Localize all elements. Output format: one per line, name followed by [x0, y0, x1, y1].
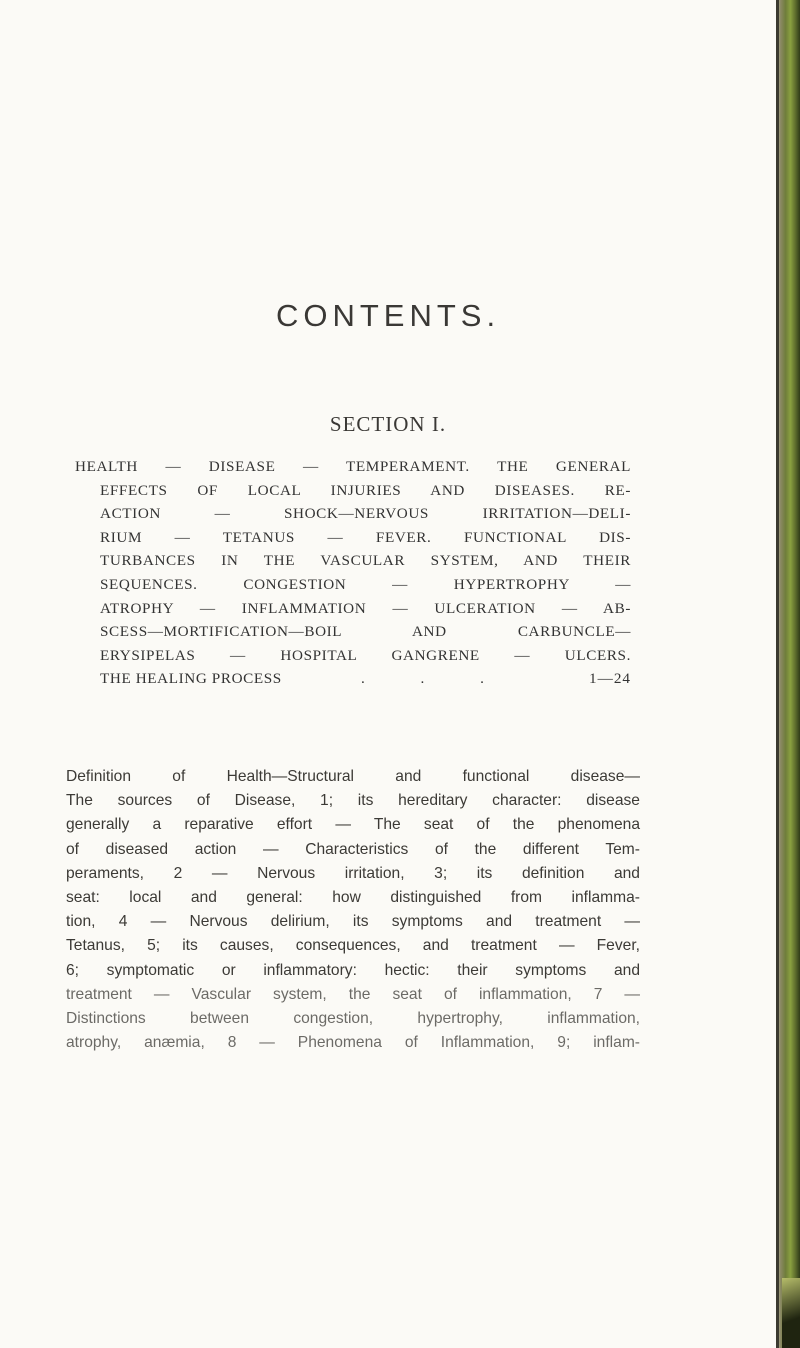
synopsis-line: generally a reparative effort — The seat of the phenomena	[66, 816, 640, 834]
synopsis-line: Tetanus, 5; its causes, consequences, and treatment — Fever,	[66, 937, 640, 955]
summary-line: TURBANCES IN THE VASCULAR SYSTEM, AND THEIR	[100, 552, 631, 570]
book-spine-edge	[776, 0, 800, 1348]
summary-line: SCESS—MORTIFICATION—BOIL AND CARBUNCLE—	[100, 623, 631, 641]
page-range: 1—24	[589, 670, 631, 688]
page-edge-shadow	[776, 0, 779, 1348]
synopsis-line: seat: local and general: how distinguished from inflamma-	[66, 889, 640, 907]
section-heading: SECTION I.	[329, 412, 447, 436]
summary-line: HEALTH — DISEASE — TEMPERAMENT. THE GENERAL	[75, 458, 631, 475]
summary-line: ERYSIPELAS — HOSPITAL GANGRENE — ULCERS.	[100, 646, 631, 664]
spine-corner	[782, 1278, 800, 1348]
section-summary	[75, 455, 631, 691]
contents-title: CONTENTS.	[275, 298, 501, 333]
summary-line: EFFECTS OF LOCAL INJURIES AND DISEASES. RE-	[100, 481, 631, 499]
synopsis-line: treatment — Vascular system, the seat of inflammation, 7 —	[66, 985, 640, 1003]
synopsis-line: 6; symptomatic or inflammatory: hectic: their symptoms and	[66, 961, 640, 979]
synopsis-line: atrophy, anæmia, 8 — Phenomena of Inflammation, 9; inflam-	[66, 1034, 640, 1052]
dot-leaders: . . .	[360, 670, 510, 688]
synopsis-line: Distinctions between congestion, hypertrophy, inflammation,	[66, 1010, 640, 1028]
summary-line: RIUM — TETANUS — FEVER. FUNCTIONAL DIS-	[100, 528, 631, 546]
synopsis-line: of diseased action — Characteristics of the different Tem-	[66, 840, 640, 858]
section-synopsis	[66, 765, 640, 1055]
synopsis-line: tion, 4 — Nervous delirium, its symptoms and treatment —	[66, 913, 640, 931]
summary-line: SEQUENCES. CONGESTION — HYPERTROPHY —	[100, 575, 631, 593]
summary-last-text: THE HEALING PROCESS	[100, 670, 282, 688]
summary-line: ACTION — SHOCK—NERVOUS IRRITATION—DELI-	[100, 505, 631, 523]
synopsis-line: The sources of Disease, 1; its hereditary character: disease	[66, 792, 640, 810]
summary-line: ATROPHY — INFLAMMATION — ULCERATION — AB-	[100, 599, 631, 617]
synopsis-line: Definition of Health—Structural and functional disease—	[66, 768, 640, 785]
summary-last-line	[75, 667, 631, 691]
synopsis-line: peraments, 2 — Nervous irritation, 3; its definition and	[66, 864, 640, 882]
